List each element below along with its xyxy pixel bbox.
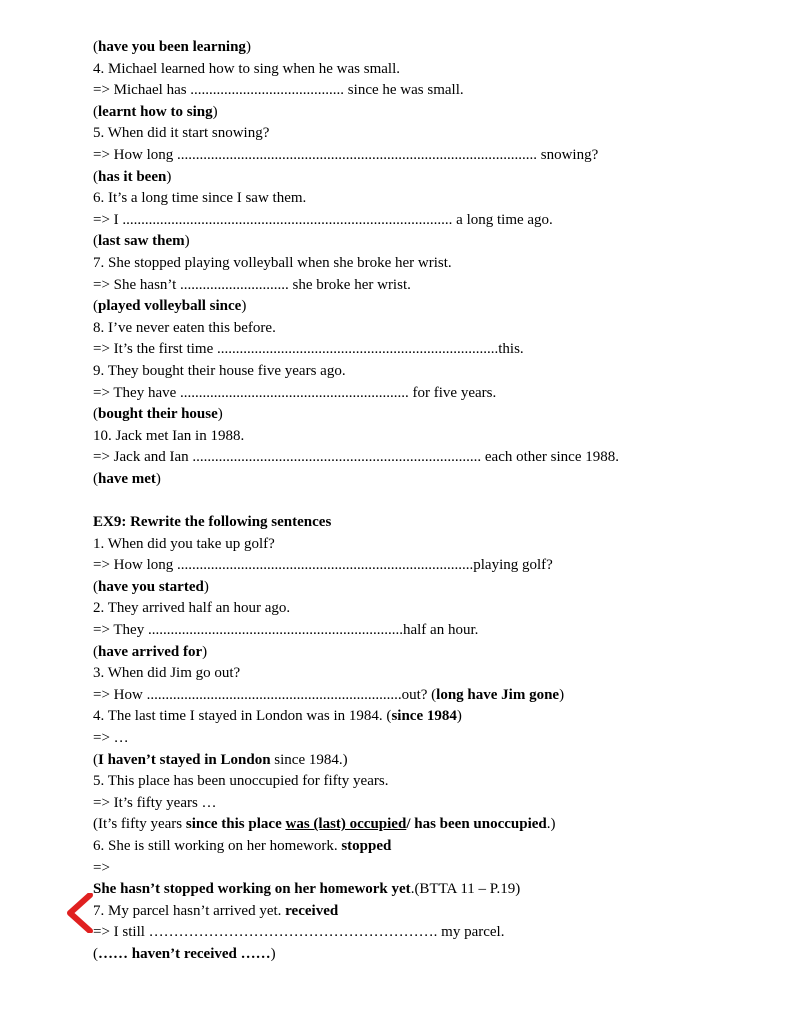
text-segment: => They ....................................................................half an hour.: [93, 622, 479, 639]
text-segment: => She hasn’t ............................. she broke her wrist.: [93, 276, 411, 293]
text-segment: => I ........................................................................................ a long time ago.: [93, 211, 553, 228]
text-line: [93, 879, 793, 901]
text-segment: ): [241, 298, 247, 315]
text-line: [93, 944, 793, 966]
text-line: [93, 231, 793, 253]
text-segment: ): [203, 578, 209, 595]
text-line: [93, 188, 793, 210]
bold-text: stopped: [341, 837, 392, 854]
text-line: [93, 37, 793, 59]
text-segment: (It’s fifty years: [93, 816, 186, 833]
bold-text: …… haven’t received ……: [98, 945, 271, 962]
text-segment: 4. The last time I stayed in London was in 1984. (: [93, 708, 392, 725]
text-line: [93, 123, 793, 145]
bold-text: have met: [98, 470, 156, 487]
text-segment: => It’s the first time ...........................................................................this.: [93, 341, 524, 358]
text-segment: ): [184, 233, 190, 250]
text-line: [93, 814, 793, 836]
text-segment: (: [93, 470, 98, 487]
bold-text: last saw them: [98, 233, 185, 250]
underlined-text: was (last) occupied: [285, 816, 407, 833]
text-segment: 1. When did you take up golf?: [93, 535, 275, 552]
text-segment: => Michael has ......................................... since he was small.: [93, 82, 464, 99]
text-segment: (: [93, 751, 98, 768]
text-line: [93, 750, 793, 772]
bold-text: learnt how to sing: [98, 103, 213, 120]
text-segment: ): [456, 708, 462, 725]
bold-text: have you started: [98, 578, 204, 595]
text-line: [93, 210, 793, 232]
bold-text: have arrived for: [98, 643, 203, 660]
text-segment: => …: [93, 730, 129, 746]
text-line: [93, 663, 793, 685]
text-segment: since 1984.): [270, 751, 348, 768]
text-line: [93, 167, 793, 189]
text-segment: 5. When did it start snowing?: [93, 125, 270, 142]
text-segment: ): [217, 406, 223, 423]
text-segment: (: [93, 406, 98, 423]
text-segment: (: [93, 945, 98, 962]
text-segment: 9. They bought their house five years ago.: [93, 362, 346, 379]
bold-text: She hasn’t stopped working on her homework yet: [93, 881, 411, 898]
bold-text: since this place: [185, 816, 286, 833]
text-segment: .): [546, 816, 556, 833]
text-segment: => I still …………………………………………………. my parcel.: [93, 924, 505, 941]
text-line: [93, 102, 793, 124]
bold-text: long have Jim gone: [436, 686, 560, 703]
text-segment: ): [212, 103, 218, 120]
text-line: [93, 793, 793, 815]
text-segment: 3. When did Jim go out?: [93, 665, 241, 682]
text-segment: (: [93, 578, 98, 595]
text-segment: ): [559, 686, 565, 703]
text-line: [93, 858, 793, 880]
text-line: [93, 253, 793, 275]
text-segment: => How ....................................................................out? (: [93, 686, 437, 703]
text-line: [93, 145, 793, 167]
text-segment: 6. It’s a long time since I saw them.: [93, 190, 307, 207]
text-line: [93, 836, 793, 858]
text-segment: (: [93, 233, 98, 250]
bold-text: [285, 816, 406, 832]
red-chevron-marker: [64, 893, 94, 933]
text-line: [93, 577, 793, 599]
text-line: [93, 296, 793, 318]
text-line: [93, 404, 793, 426]
text-segment: 5. This place has been unoccupied for fifty years.: [93, 773, 389, 790]
bold-text: bought their house: [98, 406, 218, 423]
text-segment: ): [155, 470, 161, 487]
document-page: [93, 37, 793, 966]
text-segment: 7. She stopped playing volleyball when she broke her wrist.: [93, 254, 452, 271]
text-segment: (: [93, 103, 98, 120]
text-line: [93, 426, 793, 448]
text-segment: ): [202, 643, 208, 660]
text-line: [93, 728, 793, 750]
text-line: [93, 339, 793, 361]
text-line: [93, 383, 793, 405]
text-segment: 8. I’ve never eaten this before.: [93, 319, 276, 336]
text-line: [93, 555, 793, 577]
text-line: [93, 534, 793, 556]
text-line: [93, 59, 793, 81]
text-line: [93, 447, 793, 469]
text-segment: (: [93, 298, 98, 315]
text-line: [93, 80, 793, 102]
text-line: [93, 620, 793, 642]
text-segment: => How long ................................................................................................ snowing?: [93, 146, 599, 163]
bold-text: received: [285, 902, 339, 919]
text-line: [93, 901, 793, 923]
text-line: [93, 275, 793, 297]
text-line: [93, 512, 793, 534]
text-segment: 2. They arrived half an hour ago.: [93, 600, 291, 617]
text-segment: ): [270, 945, 276, 962]
text-line: [93, 361, 793, 383]
bold-text: has it been: [98, 168, 167, 185]
text-segment: .(BTTA 11 – P.19): [410, 881, 521, 898]
text-segment: 10. Jack met Ian in 1988.: [93, 427, 245, 444]
bold-text: have you been learning: [98, 39, 246, 55]
text-segment: 7. My parcel hasn’t arrived yet.: [93, 902, 286, 919]
text-segment: => They have ............................................................. for five years.: [93, 384, 497, 401]
text-segment: =>: [93, 859, 110, 876]
text-line: [93, 706, 793, 728]
text-segment: => It’s fifty years …: [93, 794, 217, 811]
text-segment: ): [245, 39, 251, 55]
text-segment: ): [166, 168, 172, 185]
text-segment: => Jack and Ian ............................................................................. each other since 1988.: [93, 449, 619, 466]
text-segment: (: [93, 643, 98, 660]
text-line: [93, 771, 793, 793]
bold-text: played volleyball since: [98, 298, 242, 315]
text-line: [93, 685, 793, 707]
text-segment: (: [93, 39, 98, 55]
bold-text: EX9: Rewrite the following sentences: [93, 514, 332, 531]
text-line: [93, 318, 793, 340]
text-line: [93, 469, 793, 491]
text-line: [93, 922, 793, 944]
text-line: [93, 598, 793, 620]
bold-text: since 1984: [391, 708, 457, 725]
bold-text: I haven’t stayed in London: [98, 751, 271, 768]
text-segment: (: [93, 168, 98, 185]
text-line: [93, 642, 793, 664]
blank-line: [93, 490, 793, 512]
bold-text: / has been unoccupied: [406, 816, 547, 833]
text-segment: 6. She is still working on her homework.: [93, 837, 342, 854]
text-segment: 4. Michael learned how to sing when he was small.: [93, 60, 401, 77]
text-segment: => How long ...............................................................................playing golf?: [93, 557, 553, 574]
